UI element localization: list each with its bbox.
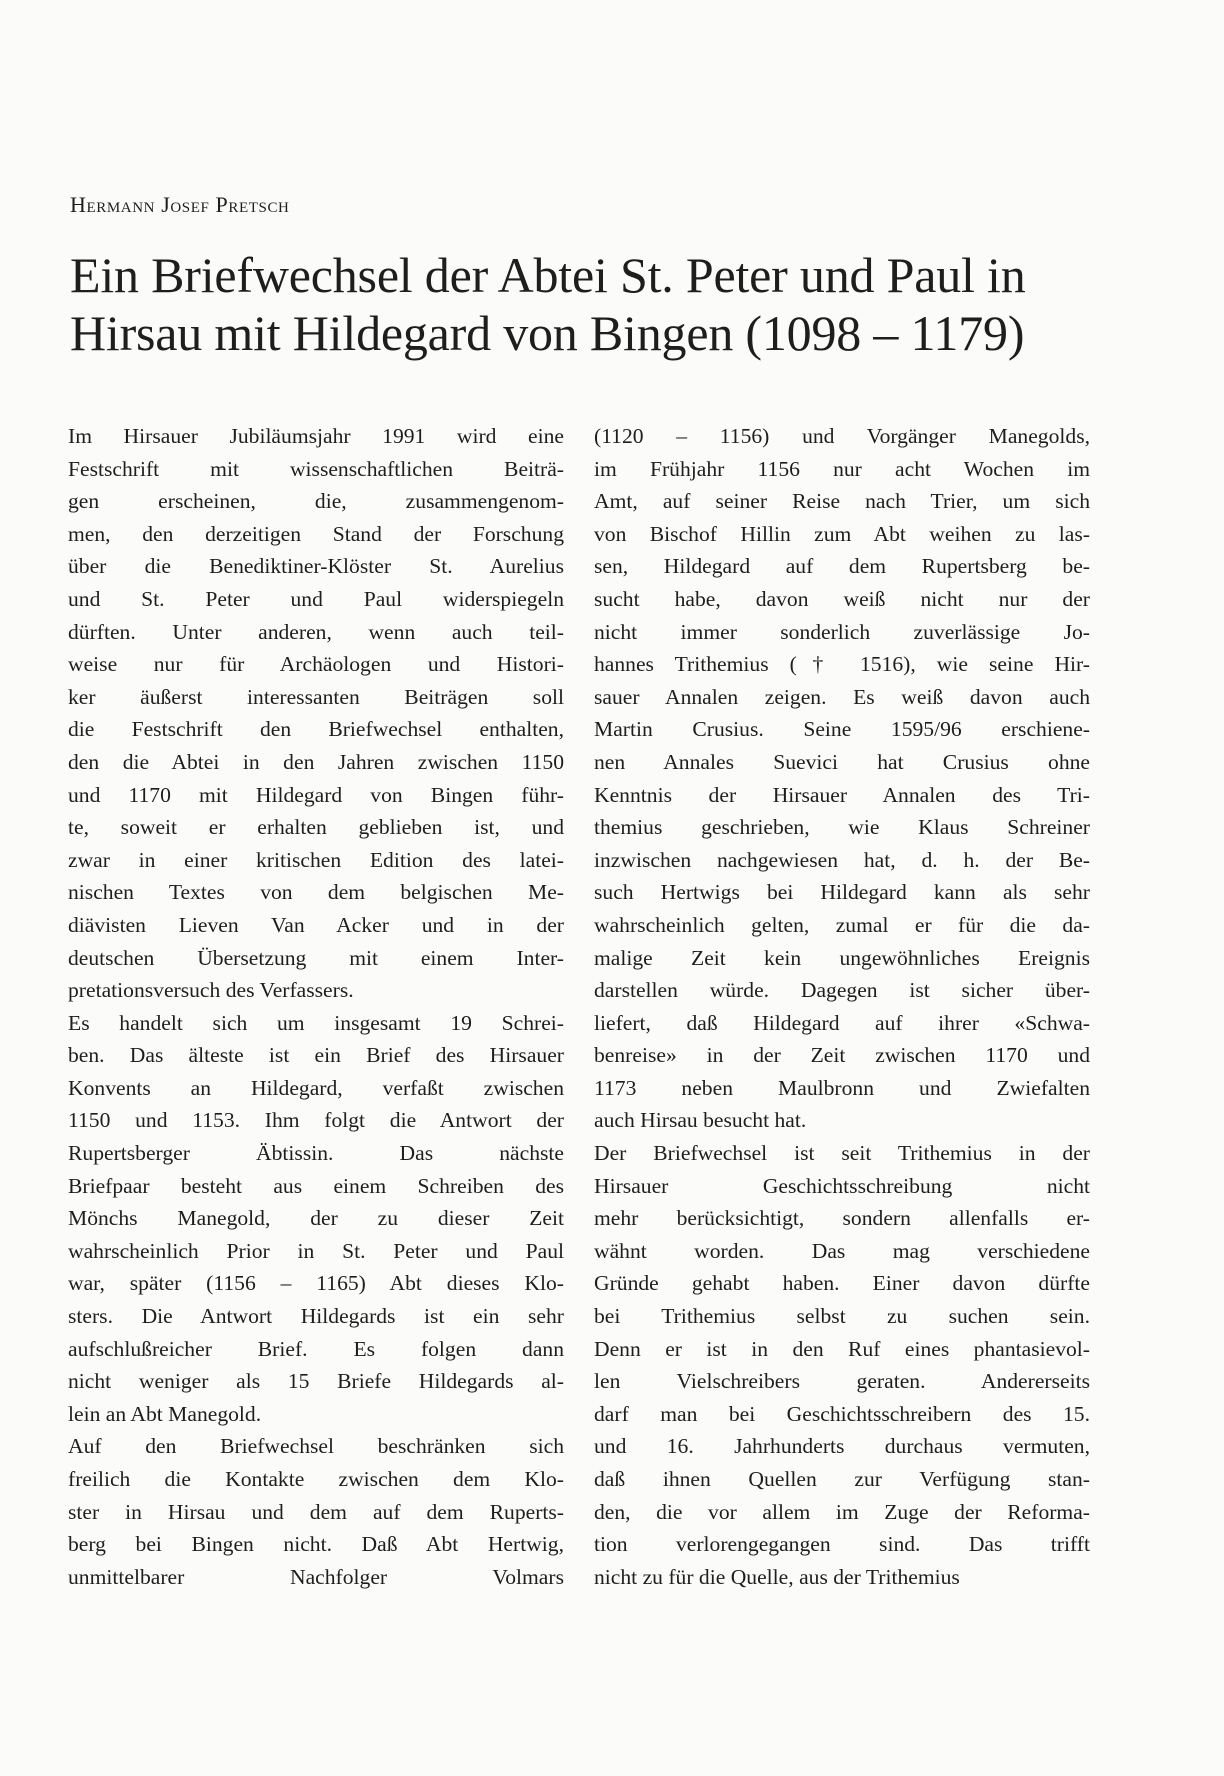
text-line: unmittelbarer Nachfolger Volmars (68, 1564, 564, 1589)
article-title (70, 246, 1180, 362)
text-line: themius geschrieben, wie Klaus Schreiner (594, 815, 1090, 840)
text-line: inzwischen nachgewiesen hat, d. h. der Be- (594, 847, 1090, 872)
text-line: nicht immer sonderlich zuverlässige Jo- (594, 619, 1090, 644)
text-line: sters. Die Antwort Hildegards ist ein sehr (68, 1304, 564, 1329)
text-line: ben. Das älteste ist ein Brief des Hirsauer (68, 1043, 564, 1068)
text-line: nischen Textes von dem belgischen Me- (68, 880, 564, 905)
text-line: den die Abtei in den Jahren zwischen 1150 (68, 749, 564, 774)
text-line: Im Hirsauer Jubiläumsjahr 1991 wird eine (68, 424, 564, 448)
text-line: tion verlorengegangen sind. Das trifft (594, 1532, 1090, 1557)
text-line: lein an Abt Manegold. (68, 1401, 262, 1426)
text-line: 1150 und 1153. Ihm folgt die Antwort der (68, 1108, 564, 1133)
text-line: Hirsauer Geschichtsschreibung nicht (594, 1173, 1090, 1198)
text-line: benreise» in der Zeit zwischen 1170 und (594, 1043, 1090, 1068)
text-line: freilich die Kontakte zwischen dem Klo- (68, 1467, 564, 1491)
text-line: über die Benediktiner-Klöster St. Aurelius (68, 554, 564, 579)
text-line: die Festschrift den Briefwechsel enthalten, (68, 717, 564, 742)
text-line: darf man bei Geschichtsschreibern des 15. (594, 1401, 1090, 1426)
text-line: Amt, auf seiner Reise nach Trier, um sich (594, 489, 1090, 514)
text-line: diävisten Lieven Van Acker und in der (68, 912, 564, 937)
text-line: weise nur für Archäologen und Histori- (68, 652, 564, 677)
text-line: sucht habe, davon weiß nicht nur der (594, 586, 1090, 611)
text-line: und 1170 mit Hildegard von Bingen führ- (68, 782, 564, 807)
text-line: war, später (1156 – 1165) Abt dieses Klo- (68, 1271, 564, 1296)
text-line: den, die vor allem im Zuge der Reforma- (594, 1499, 1090, 1524)
text-line: Festschrift mit wissenschaftlichen Beiträ- (68, 456, 564, 481)
text-line: len Vielschreibers geraten. Andererseits (594, 1369, 1090, 1394)
text-line: te, soweit er erhalten geblieben ist, und (68, 815, 564, 840)
title-line-1: Ein Briefwechsel der Abtei St. Peter und Paul in (70, 247, 1026, 303)
text-line: darstellen würde. Dagegen ist sicher über- (594, 978, 1090, 1003)
text-line: mehr berücksichtigt, sondern allenfalls er- (594, 1206, 1090, 1231)
text-line: aufschlußreicher Brief. Es folgen dann (68, 1336, 564, 1361)
text-line: berg bei Bingen nicht. Daß Abt Hertwig, (68, 1532, 564, 1557)
text-line: wahrscheinlich gelten, zumal er für die da- (594, 912, 1090, 937)
text-line: men, den derzeitigen Stand der Forschung (68, 521, 564, 546)
text-line: Mönchs Manegold, der zu dieser Zeit (68, 1206, 564, 1231)
text-line: 1173 neben Maulbronn und Zwiefalten (594, 1075, 1090, 1100)
title-line-2: Hirsau mit Hildegard von Bingen (1098 – 1179) (70, 305, 1025, 361)
text-line: daß ihnen Quellen zur Verfügung stan- (594, 1467, 1090, 1491)
text-line: ker äußerst interessanten Beiträgen soll (68, 684, 564, 709)
text-line: hannes Trithemius († 1516), wie seine Hir- (594, 652, 1090, 677)
text-line: ster in Hirsau und dem auf dem Ruperts- (68, 1499, 564, 1524)
text-line: auch Hirsau besucht hat. (594, 1108, 807, 1133)
text-line: malige Zeit kein ungewöhnliches Ereignis (594, 945, 1090, 970)
text-line: sen, Hildegard auf dem Rupertsberg be- (594, 554, 1090, 579)
text-line: bei Trithemius selbst zu suchen sein. (594, 1304, 1090, 1329)
text-line: nen Annales Suevici hat Crusius ohne (594, 749, 1090, 774)
text-line: wahrscheinlich Prior in St. Peter und Paul (68, 1238, 564, 1263)
text-line: pretationsversuch des Verfassers. (68, 978, 354, 1003)
text-line: such Hertwigs bei Hildegard kann als sehr (594, 880, 1090, 905)
text-line: und St. Peter und Paul widerspiegeln (68, 586, 564, 611)
text-line: Martin Crusius. Seine 1595/96 erschiene- (594, 717, 1090, 742)
text-line: Kenntnis der Hirsauer Annalen des Tri- (594, 782, 1090, 807)
text-line: von Bischof Hillin zum Abt weihen zu las- (594, 521, 1090, 546)
text-line: wähnt worden. Das mag verschiedene (594, 1238, 1090, 1263)
text-line: Gründe gehabt haben. Einer davon dürfte (594, 1271, 1090, 1296)
text-column-right (594, 420, 1090, 1593)
text-line: dürften. Unter anderen, wenn auch teil- (68, 619, 564, 644)
text-column-left (68, 420, 564, 1593)
text-line: liefert, daß Hildegard auf ihrer «Schwa- (594, 1010, 1090, 1035)
text-line: Denn er ist in den Ruf eines phantasievol- (594, 1336, 1090, 1361)
text-line: deutschen Übersetzung mit einem Inter- (68, 945, 564, 970)
text-line: nicht weniger als 15 Briefe Hildegards al- (68, 1369, 564, 1394)
text-line: nicht zu für die Quelle, aus der Trithemius (594, 1564, 960, 1589)
text-line: Der Briefwechsel ist seit Trithemius in der (594, 1141, 1090, 1166)
text-line: Es handelt sich um insgesamt 19 Schrei- (68, 1010, 564, 1035)
text-line: (1120 – 1156) und Vorgänger Manegolds, (594, 424, 1090, 448)
text-line: Auf den Briefwechsel beschränken sich (68, 1434, 564, 1459)
text-line: Rupertsberger Äbtissin. Das nächste (68, 1141, 564, 1166)
author-name: Hermann Josef Pretsch (70, 192, 290, 217)
text-line: sauer Annalen zeigen. Es weiß davon auch (594, 684, 1090, 709)
text-line: und 16. Jahrhunderts durchaus vermuten, (594, 1434, 1090, 1459)
text-line: Briefpaar besteht aus einem Schreiben des (68, 1173, 564, 1198)
text-line: im Frühjahr 1156 nur acht Wochen im (594, 456, 1090, 481)
text-line: Konvents an Hildegard, verfaßt zwischen (68, 1075, 564, 1100)
text-line: zwar in einer kritischen Edition des latei- (68, 847, 564, 872)
text-line: gen erscheinen, die, zusammengenom- (68, 489, 564, 514)
